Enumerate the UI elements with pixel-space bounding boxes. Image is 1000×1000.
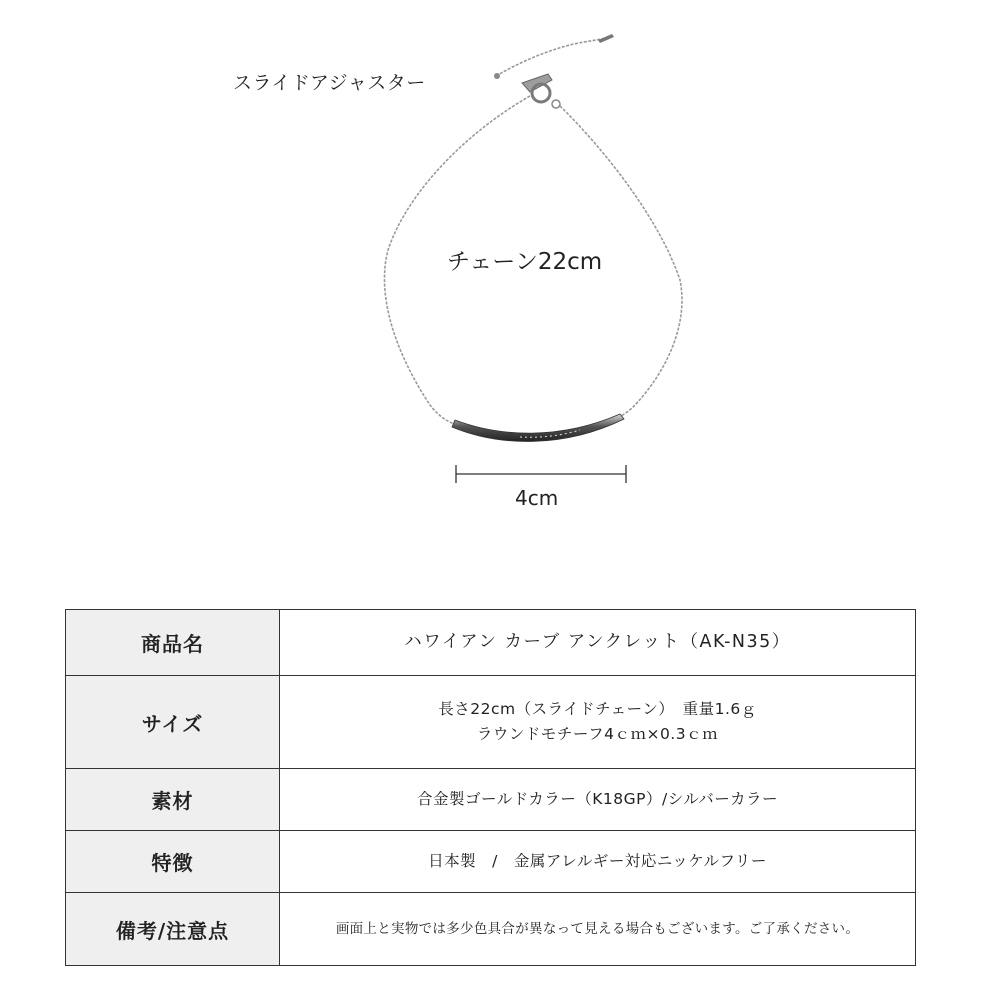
spec-value-size	[280, 676, 916, 769]
spec-row-features	[66, 831, 916, 893]
spec-key-size: サイズ	[66, 676, 280, 769]
spec-table	[65, 609, 916, 966]
spec-row-notes	[66, 893, 916, 966]
spec-key-product-name: 商品名	[66, 610, 280, 676]
chain-length-label: チェーン22cm	[447, 249, 603, 275]
spec-value-size-line-2: ラウンドモチーフ4ｃｍ×0.3ｃｍ	[476, 725, 719, 743]
spec-key-notes: 備考/注意点	[66, 893, 280, 966]
spec-row-material	[66, 769, 916, 831]
slide-adjuster-label: スライドアジャスター	[233, 72, 426, 94]
motif-width-label: 4cm	[515, 486, 559, 510]
adjuster-bead	[494, 73, 500, 79]
spec-key-features: 特徴	[66, 831, 280, 893]
spec-value-notes: 画面上と実物では多少色具合が異なって見える場合もございます。ご了承ください。	[280, 893, 916, 966]
spec-value-material: 合金製ゴールドカラー（K18GP）/シルバーカラー	[280, 769, 916, 831]
chain-end-tip	[598, 34, 614, 43]
slide-chain-tail	[496, 38, 606, 76]
spec-key-material: 素材	[66, 769, 280, 831]
width-measure-line	[456, 465, 626, 483]
spec-value-features: 日本製 / 金属アレルギー対応ニッケルフリー	[280, 831, 916, 893]
spec-value-size-line-1: 長さ22cm（スライドチェーン） 重量1.6ｇ	[438, 700, 757, 718]
spec-value-product-name: ハワイアン カーブ アンクレット（AK-N35）	[280, 610, 916, 676]
curved-bar-motif	[452, 414, 624, 441]
spec-row-product-name	[66, 610, 916, 676]
spec-row-size	[66, 676, 916, 769]
spring-ring-clasp	[522, 74, 552, 92]
